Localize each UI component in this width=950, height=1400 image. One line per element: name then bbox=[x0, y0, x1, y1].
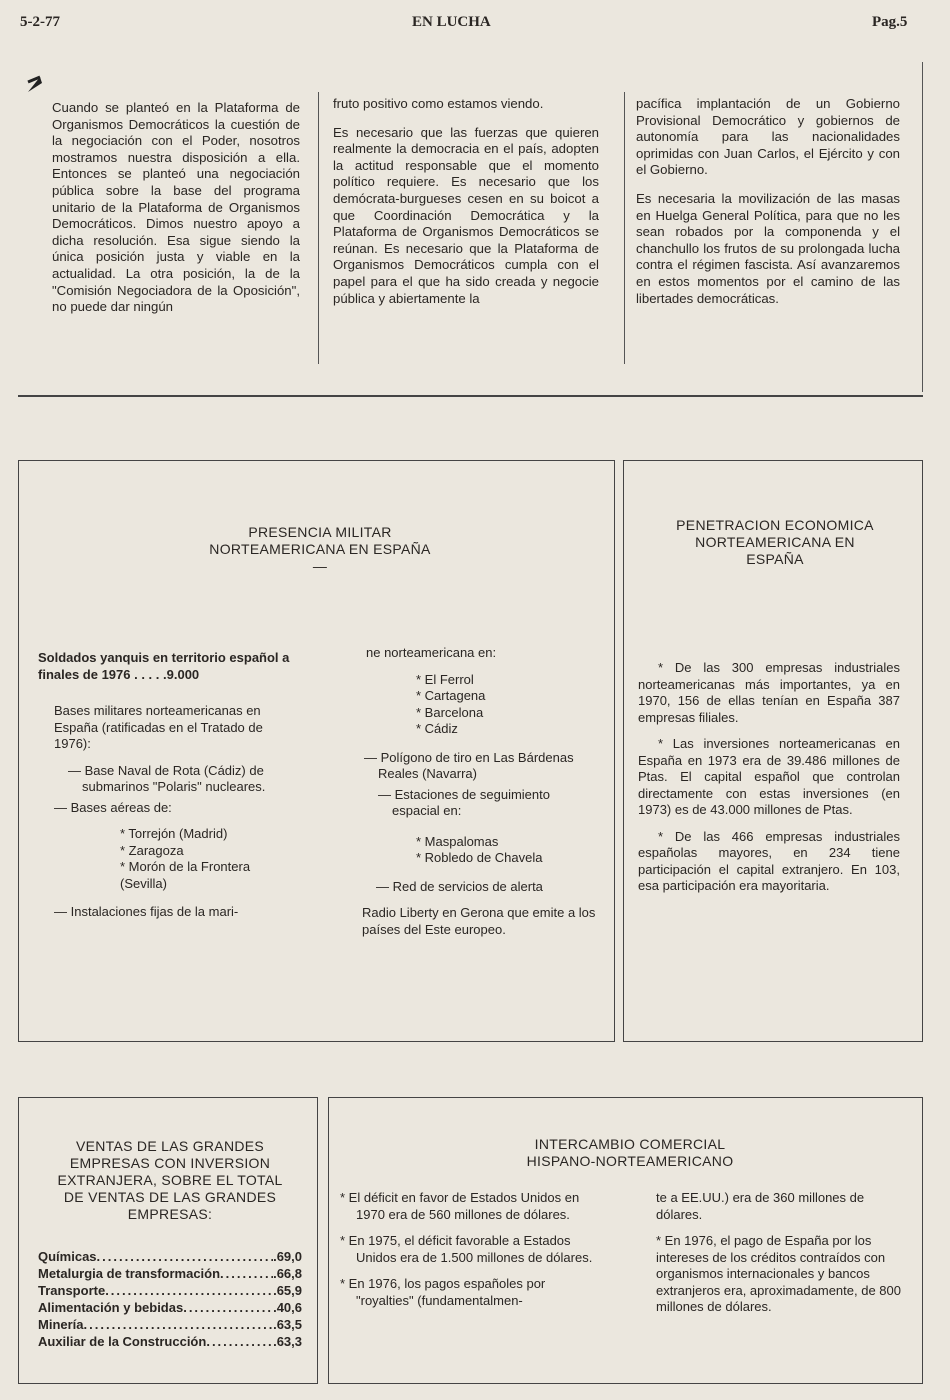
leader-dots bbox=[84, 1316, 274, 1333]
estaciones-list bbox=[336, 834, 598, 867]
article-column-1 bbox=[52, 100, 300, 328]
title-line: EMPRESAS CON INVERSION bbox=[69, 1155, 271, 1171]
marina-list bbox=[336, 672, 598, 738]
table-row bbox=[38, 1316, 302, 1333]
row-label: Transporte bbox=[38, 1283, 106, 1298]
row-label: Alimentación y bebidas bbox=[38, 1300, 184, 1315]
fijas-item: — Instalaciones fijas de la mari- bbox=[54, 904, 239, 919]
title-line: PENETRACION ECONOMICA bbox=[676, 517, 874, 533]
row-value: .63,3 bbox=[273, 1334, 302, 1349]
presencia-col-right bbox=[336, 645, 598, 948]
list-item: * El déficit en favor de Estados Unidos en 1970 era de 560 millones de dólares. bbox=[340, 1190, 580, 1222]
list-item: * Morón de la Frontera (Sevilla) bbox=[120, 859, 251, 891]
intercambio-title bbox=[470, 1136, 790, 1170]
article-paragraph: Cuando se planteó en la Plataforma de Organismos Democráticos la cuestión de la negociación con el Poder, nosotros mostramos nuestra disposición a ella. Entonces se planteó una negociación pública sobre la base del programa unitario de la Plataforma de Organismos Democráticos. Dimos nuestro apoyo a dicha resolución. Esa sigue siendo la única posición justa y viable en la actualidad. La otra posición, la de la "Comisión Negociadora de la Oposición", no puede dar ningún bbox=[52, 100, 300, 315]
poligono-item: — Polígono de tiro en Las Bárdenas Reales (Navarra) bbox=[364, 749, 574, 781]
column-divider bbox=[624, 92, 625, 364]
red-item: — Red de servicios de alerta bbox=[376, 878, 543, 894]
list-item: * Robledo de Chavela bbox=[416, 850, 543, 865]
list-item: * Maspalomas bbox=[416, 833, 499, 849]
title-line: HISPANO-NORTEAMERICANO bbox=[526, 1153, 734, 1169]
leader-dots bbox=[105, 1282, 273, 1299]
title-line: DE VENTAS DE LAS GRANDES bbox=[63, 1189, 277, 1205]
estaciones-item: — Estaciones de seguimiento espacial en: bbox=[378, 786, 550, 818]
article-paragraph: fruto positivo como estamos viendo. bbox=[333, 96, 544, 111]
list-item: * Barcelona bbox=[416, 704, 484, 720]
title-line: PRESENCIA MILITAR bbox=[248, 524, 392, 540]
row-label: Químicas bbox=[38, 1249, 97, 1264]
intercambio-col-right bbox=[640, 1190, 902, 1326]
list-item: * Torrejón (Madrid) bbox=[120, 826, 228, 841]
leader-dots bbox=[206, 1333, 273, 1350]
aereas-list bbox=[38, 826, 300, 892]
section-divider bbox=[18, 395, 923, 397]
list-item: * De las 300 empresas industriales norteamericanas más importantes, ya en 1970, 156 de ellas tenían en España 387 empresas filiales. bbox=[638, 660, 900, 725]
list-item: * En 1976, los pagos españoles por "royalties" (fundamentalmen- bbox=[340, 1276, 546, 1308]
article-paragraph: Es necesaria la movilización de las masas en Huelga General Política, para que no les sean robados por la componenda y el chanchullo los frutos de su prolongada lucha contra el régimen fascista. Así avanzaremos en estos momentos por el camino de las libertades democráticas. bbox=[636, 190, 900, 306]
penetracion-title bbox=[640, 517, 910, 568]
list-item: * En 1976, el pago de España por los intereses de los créditos contraídos con organismos internacionales y bancos extranjeros era, aproximadamente, de 800 millones de dólares. bbox=[656, 1233, 901, 1314]
arrow-icon bbox=[26, 74, 44, 94]
row-value: .63,5 bbox=[273, 1317, 302, 1332]
title-line: INTERCAMBIO COMERCIAL bbox=[534, 1136, 726, 1152]
list-item: * El Ferrol bbox=[416, 671, 474, 687]
presencia-militar-title bbox=[150, 524, 490, 575]
article-column-3 bbox=[636, 96, 900, 319]
intercambio-col-left bbox=[340, 1190, 602, 1319]
title-line: ESPAÑA bbox=[746, 551, 804, 567]
list-item: te a EE.UU.) era de 360 millones de dólares. bbox=[656, 1190, 865, 1222]
issue-date: 5-2-77 bbox=[20, 14, 60, 30]
row-label: Auxiliar de la Construcción bbox=[38, 1334, 207, 1349]
table-row bbox=[38, 1333, 302, 1350]
article-column-2 bbox=[333, 96, 599, 319]
presencia-col-left bbox=[38, 650, 300, 931]
row-value: .66,8 bbox=[273, 1266, 302, 1281]
list-item: * Zaragoza bbox=[120, 842, 184, 858]
table-row bbox=[38, 1282, 302, 1299]
leader-dots bbox=[183, 1299, 273, 1316]
penetracion-items bbox=[638, 660, 900, 905]
table-row bbox=[38, 1265, 302, 1282]
row-value: .40,6 bbox=[273, 1300, 302, 1315]
page-border-right bbox=[922, 62, 923, 392]
ventas-table bbox=[38, 1248, 302, 1350]
table-row bbox=[38, 1299, 302, 1316]
newspaper-name: EN LUCHA bbox=[412, 14, 491, 30]
article-paragraph: pacífica implantación de un Gobierno Provisional Democrático y gobiernos de autonomía para las nacionalidades oprimidas con Juan Carlos, el Ejército y con el Gobierno. bbox=[636, 96, 900, 178]
title-line: EMPRESAS: bbox=[127, 1206, 213, 1222]
article-paragraph: Es necesario que las fuerzas que quieren realmente la democracia en el país, adopten la actitud responsable que el momento político requiere. Es necesario que los demócrata-burgueses cesen en su boicot a que Coordinación Democrática y la Plataforma de Organismos Democráticos se reúnan. Es necesario que la Plataforma de Organismos Democráticos cumpla con el papel para el que ha sido creada y negocie pública y abiertamente la bbox=[333, 124, 599, 306]
column-divider bbox=[318, 92, 319, 364]
list-item: * Cádiz bbox=[416, 721, 458, 736]
title-line: NORTEAMERICANA EN bbox=[695, 534, 855, 550]
list-item: * En 1975, el déficit favorable a Estados Unidos era de 1.500 millones de dólares. bbox=[340, 1233, 593, 1265]
list-item: * Las inversiones norteamericanas en España en 1973 era de 39.486 millones de Ptas. El capital español que controlan directamente con estas inversiones (en 1973) es de 43.000 millones de Ptas. bbox=[638, 736, 900, 817]
rota-item: — Base Naval de Rota (Cádiz) de submarinos "Polaris" nucleares. bbox=[68, 762, 266, 794]
marina-cont: ne norteamericana en: bbox=[366, 645, 497, 660]
bases-intro: Bases militares norteamericanas en España (ratificadas en el Tratado de 1976): bbox=[54, 703, 263, 751]
title-dash: — bbox=[312, 558, 328, 574]
radio-item: Radio Liberty en Gerona que emite a los países del Este europeo. bbox=[362, 905, 596, 937]
row-label: Metalurgia de transformación bbox=[38, 1266, 221, 1281]
leader-dots bbox=[220, 1265, 273, 1282]
title-line: EXTRANJERA, SOBRE EL TOTAL bbox=[57, 1172, 283, 1188]
title-line: VENTAS DE LAS GRANDES bbox=[75, 1138, 265, 1154]
list-item: * Cartagena bbox=[416, 688, 486, 703]
row-value: .69,0 bbox=[273, 1249, 302, 1264]
table-row bbox=[38, 1248, 302, 1265]
soldados-text: Soldados yanquis en territorio español a finales de 1976 . . . . .9.000 bbox=[38, 650, 290, 682]
list-item: * De las 466 empresas industriales españolas mayores, en 234 tiene participación el capital extranjero. En 103, esa participación era mayoritaria. bbox=[638, 828, 900, 893]
row-value: .65,9 bbox=[273, 1283, 302, 1298]
aereas-item: — Bases aéreas de: bbox=[54, 799, 172, 815]
ventas-title bbox=[40, 1138, 300, 1223]
page-number: Pag.5 bbox=[872, 14, 908, 30]
leader-dots bbox=[97, 1248, 274, 1265]
row-label: Minería bbox=[38, 1317, 84, 1332]
title-line: NORTEAMERICANA EN ESPAÑA bbox=[209, 541, 431, 557]
